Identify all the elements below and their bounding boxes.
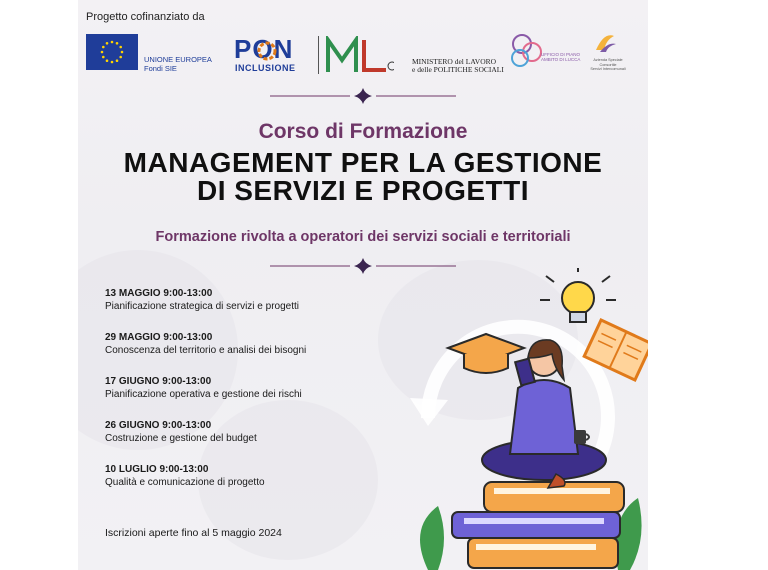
session-topic: Costruzione e gestione del budget <box>105 433 257 444</box>
divider-diamond-star-icon <box>270 88 456 109</box>
eu-line1: UNIONE EUROPEA <box>144 55 212 64</box>
session-date: 13 MAGGIO 9:00-13:00 <box>105 288 213 299</box>
registration-deadline: Iscrizioni aperte fino al 5 maggio 2024 <box>105 527 282 539</box>
eu-flag-icon <box>86 34 138 70</box>
ministero-line1: MINISTERO del LAVORO <box>412 57 497 66</box>
session-item <box>105 287 299 314</box>
session-topic: Pianificazione operativa e gestione dei rischi <box>105 389 302 400</box>
course-kicker: Corso di Formazione <box>258 120 468 143</box>
course-subtitle: Formazione rivolta a operatori dei servizi sociali e territoriali <box>155 229 571 245</box>
eu-line2: Fondi SIE <box>144 64 177 73</box>
reading-person-illustration <box>368 268 648 570</box>
azienda-line2: Servizi Intercomunali <box>590 67 626 71</box>
ministero-label <box>412 58 504 74</box>
session-topic: Conoscenza del territorio e analisi dei bisogni <box>105 345 307 356</box>
ministero-line2: e delle POLITICHE SOCIALI <box>412 65 504 74</box>
session-item <box>105 419 257 446</box>
ufficio-di-piano-logo-icon <box>508 30 548 72</box>
session-date: 26 GIUGNO 9:00-13:00 <box>105 420 212 431</box>
session-topic: Pianificazione strategica di servizi e progetti <box>105 301 299 312</box>
azienda-logo-icon <box>592 30 618 56</box>
session-item <box>105 463 265 490</box>
azienda-label <box>586 58 630 72</box>
azienda-line1: Azienda Speciale Consortile <box>593 58 623 67</box>
session-topic: Qualità e comunicazione di progetto <box>105 477 265 488</box>
course-title-line1: MANAGEMENT PER LA GESTIONE <box>123 147 603 178</box>
session-item <box>105 331 306 358</box>
inclusione-label: INCLUSIONE <box>235 63 296 73</box>
session-date: 17 GIUGNO 9:00-13:00 <box>105 376 212 387</box>
coffee-cup-icon <box>574 430 589 444</box>
session-date: 10 LUGLIO 9:00-13:00 <box>105 464 209 475</box>
cofinanced-label: Progetto cofinanziato da <box>86 11 205 23</box>
ml-logo-icon <box>324 36 394 74</box>
lightbulb-icon <box>540 268 616 322</box>
course-title-line2: DI SERVIZI E PROGETTI <box>196 175 530 206</box>
eu-label <box>144 55 212 73</box>
logo-divider <box>318 36 319 74</box>
session-item <box>105 375 302 402</box>
pon-text: PON <box>234 34 294 64</box>
ufficio-line2: AMBITO DI LUCCA <box>541 57 581 62</box>
session-date: 29 MAGGIO 9:00-13:00 <box>105 332 213 343</box>
course-flyer <box>78 0 648 570</box>
ufficio-label <box>541 52 580 62</box>
ufficio-line1: UFFICIO DI PIANO <box>541 52 581 57</box>
